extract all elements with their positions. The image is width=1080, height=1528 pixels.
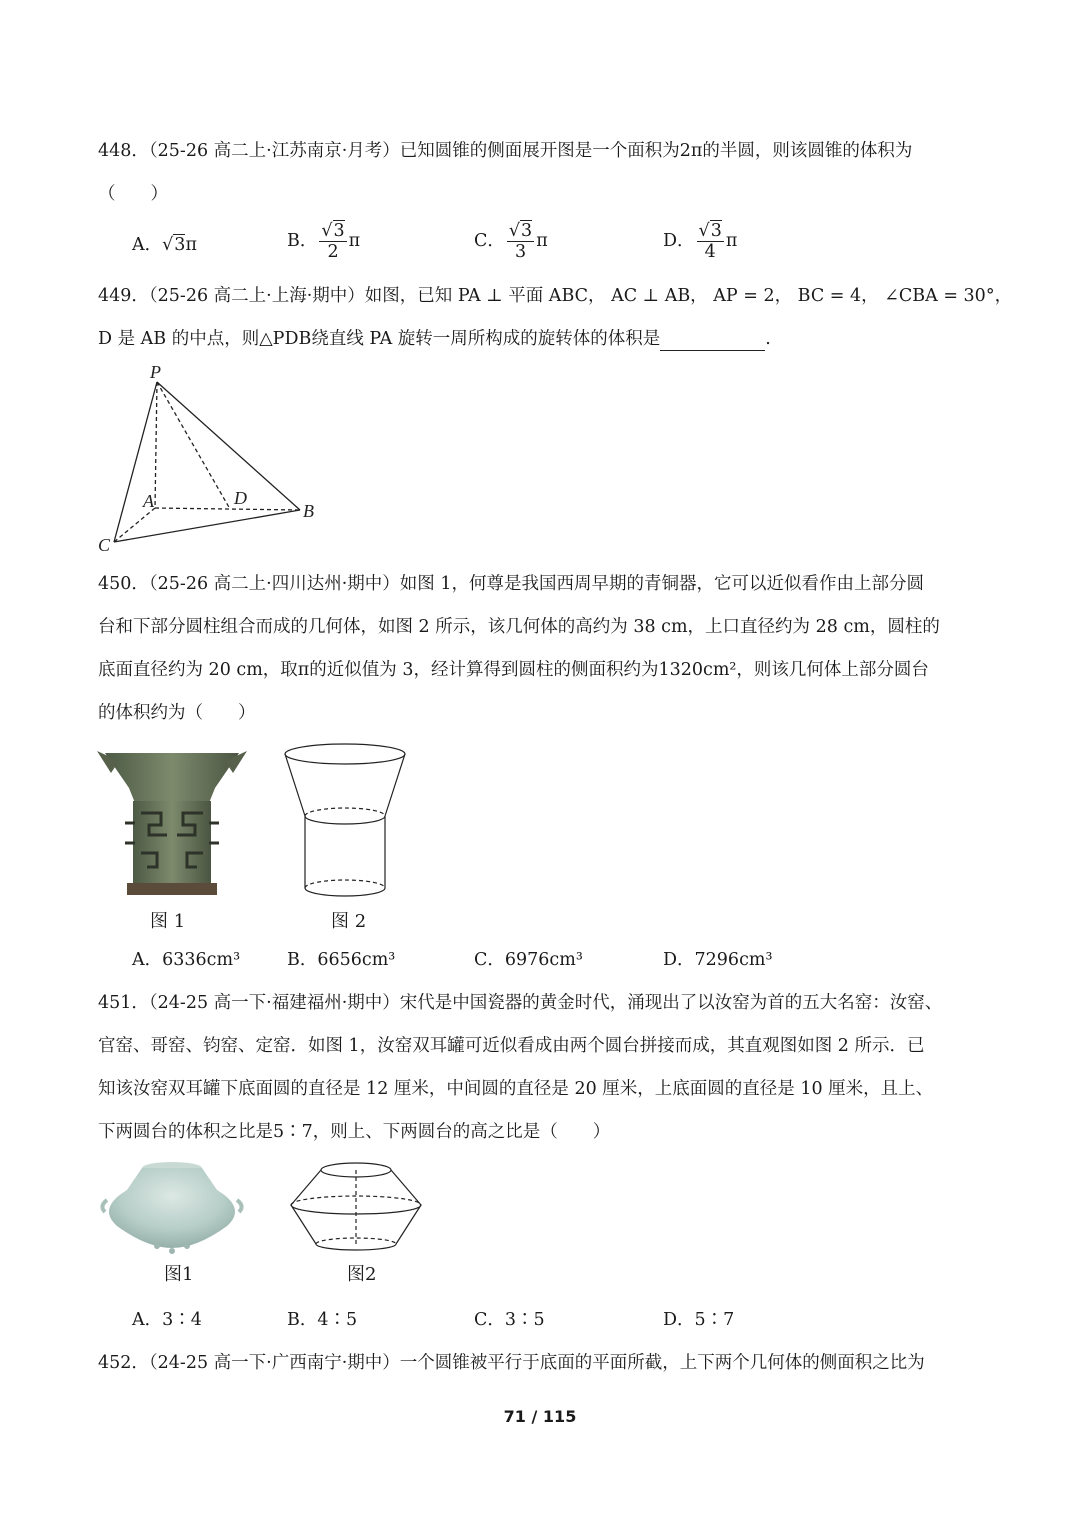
q451-option-b: B．4∶5 <box>287 1310 358 1330</box>
q451-option-a: A．3∶4 <box>132 1310 202 1330</box>
q451-fig1-caption: 图1 <box>164 1264 194 1285</box>
q451-fig2-caption: 图2 <box>347 1264 377 1285</box>
q450-stem-line2: 台和下部分圆柱组合而成的几何体，如图 2 所示，该几何体的高约为 38 cm，上口直径约为 28 cm，圆柱的 <box>98 617 940 637</box>
q450-frustum-cylinder-figure <box>278 740 413 905</box>
bronze-zun-photo <box>97 743 247 903</box>
q450-option-c: C．6976cm³ <box>474 950 583 970</box>
q451-stem-line2: 官窑、哥窑、钧窑、定窑．如图 1，汝窑双耳罐可近似看成由两个圆台拼接而成，其直观图如图 2 所示．已 <box>98 1036 925 1056</box>
q451-double-frustum-figure <box>286 1160 426 1260</box>
label-a: A <box>143 491 154 511</box>
q450-option-a: A．6336cm³ <box>132 950 241 970</box>
q452-stem-line1: 452．（24-25 高一下·广西南宁·期中）一个圆锥被平行于底面的平面所截，上下两个几何体的侧面积之比为 <box>98 1353 925 1373</box>
q451-stem-line3: 知该汝窑双耳罐下底面圆的直径是 12 厘米，中间圆的直径是 20 厘米，上底面圆的直径是 10 厘米，且上、 <box>98 1079 934 1099</box>
q450-option-b: B．6656cm³ <box>287 950 396 970</box>
q448-stem-line2: （ ） <box>98 184 168 204</box>
q449-pyramid-figure <box>90 362 330 557</box>
q450-stem-line3: 底面直径约为 20 cm，取π的近似值为 3，经计算得到圆柱的侧面积约为1320cm²，则该几何体上部分圆台 <box>98 660 929 680</box>
q450-fig1-caption: 图 1 <box>150 911 186 932</box>
q448-option-c: C． $\frac{√3}{3}$ π <box>474 221 548 262</box>
answer-blank <box>660 332 765 351</box>
label-d: D <box>234 488 247 508</box>
label-c: C <box>98 535 111 555</box>
ru-kiln-jar-photo <box>97 1160 247 1255</box>
q451-stem-line1: 451．（24-25 高一下·福建福州·期中）宋代是中国瓷器的黄金时代，涌现出了以汝窑为首的五大名窑：汝窑、 <box>98 993 943 1013</box>
q448-stem-line1: 448．（25-26 高二上·江苏南京·月考）已知圆锥的侧面展开图是一个面积为2π的半圆，则该圆锥的体积为 <box>98 141 913 161</box>
q450-option-d: D．7296cm³ <box>663 950 773 970</box>
q448-option-d: D． $\frac{√3}{4}$ π <box>663 221 738 262</box>
q450-fig2-caption: 图 2 <box>331 911 367 932</box>
q451-option-c: C．3∶5 <box>474 1310 545 1330</box>
q450-stem-line1: 450．（25-26 高二上·四川达州·期中）如图 1，何尊是我国西周早期的青铜器，它可以近似看作由上部分圆 <box>98 574 924 594</box>
q451-stem-line4: 下两圆台的体积之比是5∶7，则上、下两圆台的高之比是（ ） <box>98 1122 611 1142</box>
q450-stem-line4: 的体积约为（ ） <box>98 703 256 723</box>
label-p: P <box>150 362 161 382</box>
q449-stem-line1: 449．（25-26 高二上·上海·期中）如图，已知 PA ⊥ 平面 ABC， AC ⊥ AB， AP = 2， BC = 4， ∠CBA = 30°， <box>98 286 1013 306</box>
label-b: B <box>303 501 314 521</box>
q451-option-d: D．5∶7 <box>663 1310 735 1330</box>
q449-stem-line2: D 是 AB 的中点，则△PDB绕直线 PA 旋转一周所构成的旋转体的体积是 . <box>98 329 771 349</box>
q448-option-b: B． $\frac{√3}{2}$ π <box>287 221 361 262</box>
q448-option-a: A．√3π <box>132 235 197 255</box>
page-number: 71 / 115 <box>503 1407 577 1426</box>
